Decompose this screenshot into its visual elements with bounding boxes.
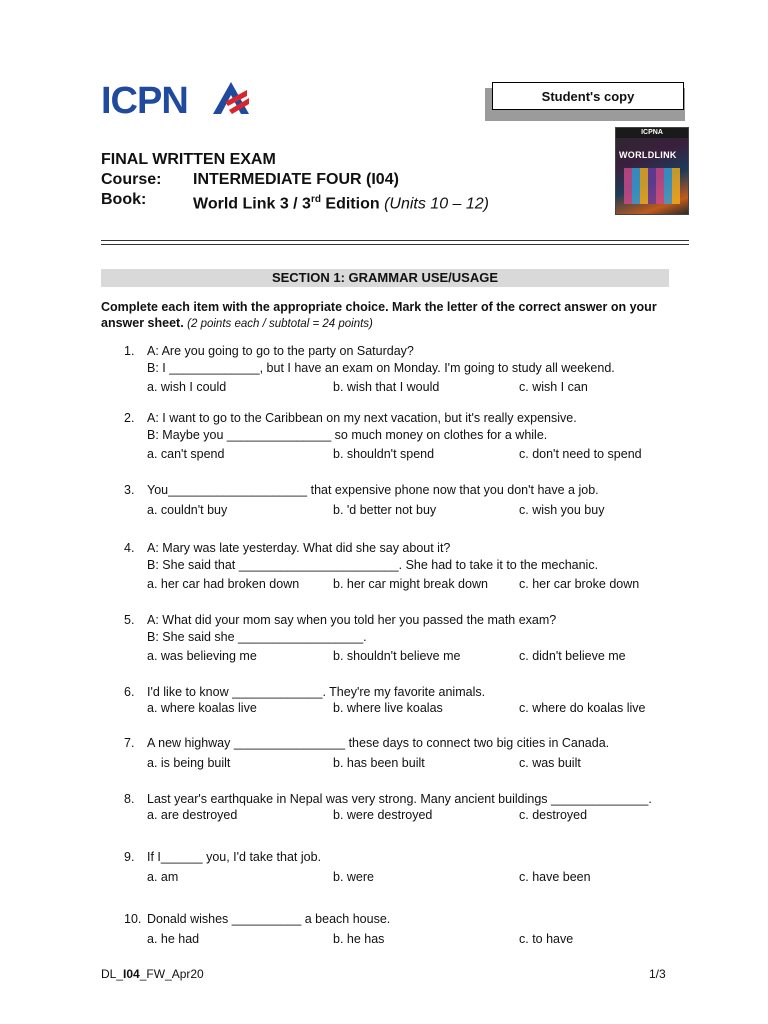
answer-option-a: a. where koalas live: [147, 701, 257, 715]
question-text: You____________________ that expensive phone now that you don't have a job.: [147, 483, 599, 497]
question-number: 2.: [124, 411, 135, 425]
svg-text:ICPN: ICPN: [101, 80, 188, 120]
answer-options: [147, 502, 687, 519]
answer-option-a: a. wish I could: [147, 380, 227, 394]
answer-option-a: a. is being built: [147, 756, 231, 770]
question-text: If I______ you, I'd take that job.: [147, 850, 322, 864]
answer-option-a: a. couldn't buy: [147, 503, 228, 517]
book-cover-brand: ICPNA: [616, 128, 688, 138]
answer-option-a: a. can't spend: [147, 447, 225, 461]
exam-header: [101, 150, 489, 214]
book-value: World Link 3 / 3rd Edition (Units 10 – 12): [193, 194, 489, 213]
question-number: 9.: [124, 850, 135, 864]
question-number: 7.: [124, 736, 135, 750]
question-item: [101, 849, 691, 909]
answer-option-c: c. destroyed: [519, 808, 588, 822]
answer-option-b: b. were destroyed: [333, 808, 433, 822]
answer-option-b: b. shouldn't believe me: [333, 649, 461, 663]
answer-options: [147, 379, 687, 396]
question-text: Donald wishes __________ a beach house.: [147, 912, 391, 926]
answer-options: [147, 700, 687, 717]
answer-option-b: b. he has: [333, 932, 385, 946]
answer-option-b: b. wish that I would: [333, 380, 440, 394]
course-value: INTERMEDIATE FOUR (I04): [193, 171, 399, 188]
question-text: B: She said that _______________________. She had to take it to the mechanic.: [147, 558, 599, 572]
answer-option-b: b. shouldn't spend: [333, 447, 435, 461]
answer-option-a: a. he had: [147, 932, 200, 946]
question-text: B: She said she __________________.: [147, 630, 367, 644]
page-number: 1/3: [649, 967, 666, 981]
question-number: 1.: [124, 344, 135, 358]
answer-option-c: c. was built: [519, 756, 581, 770]
answer-options: [147, 807, 687, 824]
flag-a-mark: [213, 82, 249, 114]
answer-option-b: b. has been built: [333, 756, 425, 770]
answer-options: [147, 576, 687, 593]
question-number: 5.: [124, 613, 135, 627]
book-label: Book:: [101, 191, 147, 208]
question-number: 8.: [124, 792, 135, 806]
answer-option-c: c. have been: [519, 870, 591, 884]
question-text: I'd like to know _____________. They're my favorite animals.: [147, 685, 486, 699]
course-row: [101, 170, 489, 190]
answer-option-c: c. don't need to spend: [519, 447, 642, 461]
answer-option-b: b. her car might break down: [333, 577, 488, 591]
question-number: 10.: [124, 912, 142, 926]
question-text: A new highway ________________ these days to connect two big cities in Canada.: [147, 736, 610, 750]
book-cover-image: [615, 127, 689, 215]
student-copy-label: Student's copy: [492, 82, 684, 110]
course-label: Course:: [101, 171, 162, 188]
answer-options: [147, 869, 687, 886]
book-cover-title: WORLDLINK: [619, 150, 677, 160]
question-text: B: Maybe you _______________ so much money on clothes for a while.: [147, 428, 548, 442]
answer-options: [147, 446, 687, 463]
answer-option-c: c. her car broke down: [519, 577, 640, 591]
question-text: A: Mary was late yesterday. What did she say about it?: [147, 541, 451, 555]
answer-option-a: a. am: [147, 870, 179, 884]
icpna-logo: [101, 80, 253, 120]
book-row: [101, 190, 489, 214]
exam-title: FINAL WRITTEN EXAM: [101, 151, 276, 168]
answer-options: [147, 931, 687, 948]
instructions-text: Complete each item with the appropriate choice. Mark the letter of the correct answer on your answer sheet.: [101, 300, 657, 330]
book-cover-art: [624, 168, 680, 204]
question-text: A: What did your mom say when you told her you passed the math exam?: [147, 613, 557, 627]
answer-option-a: a. her car had broken down: [147, 577, 300, 591]
answer-option-a: a. are destroyed: [147, 808, 238, 822]
answer-option-b: b. 'd better not buy: [333, 503, 437, 517]
question-item: [101, 735, 691, 795]
answer-options: [147, 648, 687, 665]
question-text: A: Are you going to go to the party on Saturday?: [147, 344, 414, 358]
question-text: Last year's earthquake in Nepal was very strong. Many ancient buildings ______________.: [147, 792, 652, 806]
answer-option-a: a. was believing me: [147, 649, 257, 663]
header-divider-2: [101, 244, 689, 245]
answer-option-c: c. wish you buy: [519, 503, 605, 517]
question-item: [101, 343, 691, 403]
instructions: [101, 299, 671, 332]
question-number: 3.: [124, 483, 135, 497]
question-text: A: I want to go to the Caribbean on my next vacation, but it's really expensive.: [147, 411, 577, 425]
question-number: 6.: [124, 685, 135, 699]
footer-code: DL_I04_FW_Apr20: [101, 967, 204, 981]
header-divider: [101, 240, 689, 241]
question-number: 4.: [124, 541, 135, 555]
answer-option-c: c. to have: [519, 932, 574, 946]
book-units: (Units 10 – 12): [384, 195, 489, 213]
question-item: [101, 410, 691, 470]
answer-option-b: b. were: [333, 870, 374, 884]
question-item: [101, 612, 691, 672]
question-item: [101, 540, 691, 600]
answer-option-b: b. where live koalas: [333, 701, 443, 715]
points-note: (2 points each / subtotal = 24 points): [187, 318, 373, 330]
section-title: SECTION 1: GRAMMAR USE/USAGE: [101, 269, 669, 287]
answer-option-c: c. wish I can: [519, 380, 588, 394]
answer-option-c: c. where do koalas live: [519, 701, 646, 715]
question-item: [101, 911, 691, 971]
answer-option-c: c. didn't believe me: [519, 649, 626, 663]
answer-options: [147, 755, 687, 772]
question-item: [101, 791, 691, 851]
question-text: B: I _____________, but I have an exam on Monday. I'm going to study all weekend.: [147, 361, 615, 375]
question-item: [101, 482, 691, 542]
